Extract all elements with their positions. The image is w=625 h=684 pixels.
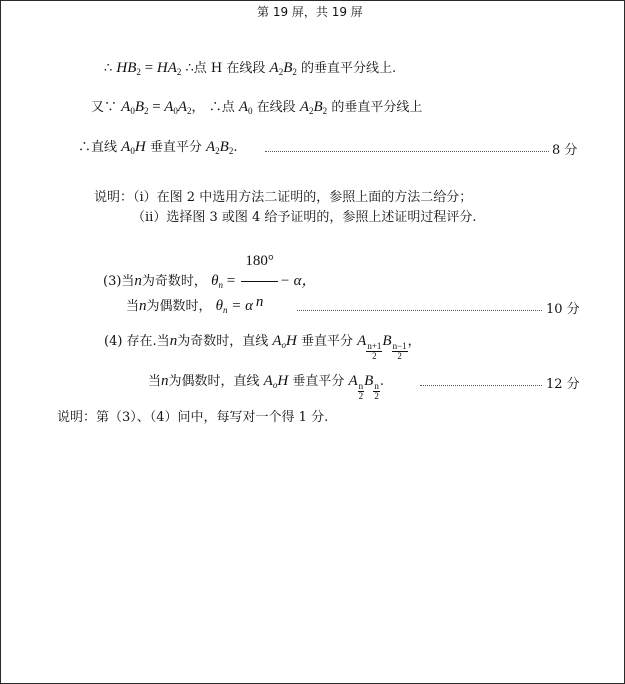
score-10: 10 分 — [546, 302, 580, 317]
part3-odd: (3)当n为奇数时， $\theta_n$ = $\frac{180^\circ}{n}$ − α， — [103, 242, 317, 321]
score-leader-10 — [297, 310, 542, 311]
note-2: 说明：第（3）、（4）问中，每写对一个得 1 分. — [57, 410, 329, 425]
score-leader-12 — [420, 385, 542, 386]
proof-line-3: ∴直线 $A_0H$ 垂直平分 $A_2B_2$. — [78, 139, 238, 156]
score-leader-8 — [265, 151, 549, 152]
line2-tail: 的垂直平分线上 — [331, 100, 423, 115]
note-1-second: （ⅱ）选择图 3 或图 4 给予证明的，参照上述证明过程评分. — [132, 210, 477, 225]
line3-text: ∴直线 — [78, 140, 118, 155]
page-header: 第 19 屏，共 19 屏 — [257, 5, 363, 19]
proof-line-2: 又∵ $A_0B_2 = A_0A_2$， ∴点 $A_0$ 在线段 $A_2B_2$ 的垂直平分线上 — [91, 99, 423, 116]
score-12: 12 分 — [546, 377, 580, 392]
line2-text: ∴点 — [208, 100, 235, 115]
line1-text: ∴点 H 在线段 — [185, 61, 266, 76]
part4-even: 当n为偶数时，直线 $A_oH$ 垂直平分 A $\frac{n}{2}$ B $\frac{n}{2}$ . — [148, 373, 384, 401]
score-8: 8 分 — [552, 143, 578, 158]
because-text: 又∵ — [91, 100, 118, 115]
note-1: 说明：（ⅰ）在图 2 中选用方法二证明的，参照上面的方法二给分； — [94, 190, 473, 205]
part4-odd: (4) 存在.当n为奇数时，直线 $A_oH$ 垂直平分 A $\frac{n+1}{2}$ B $\frac{n-1}{2}$ ， — [104, 333, 421, 361]
therefore-symbol: ∴ — [104, 61, 113, 76]
proof-line-1: ∴ $HB_2 = HA_2$ ∴点 H 在线段 $A_2B_2$ 的垂直平分线上. — [104, 60, 397, 77]
fraction-numerator: 180° — [241, 242, 278, 282]
line1-tail: 的垂直平分线上. — [301, 61, 397, 76]
part3-even: 当n为偶数时， $\theta_n = \alpha$ — [126, 298, 254, 315]
